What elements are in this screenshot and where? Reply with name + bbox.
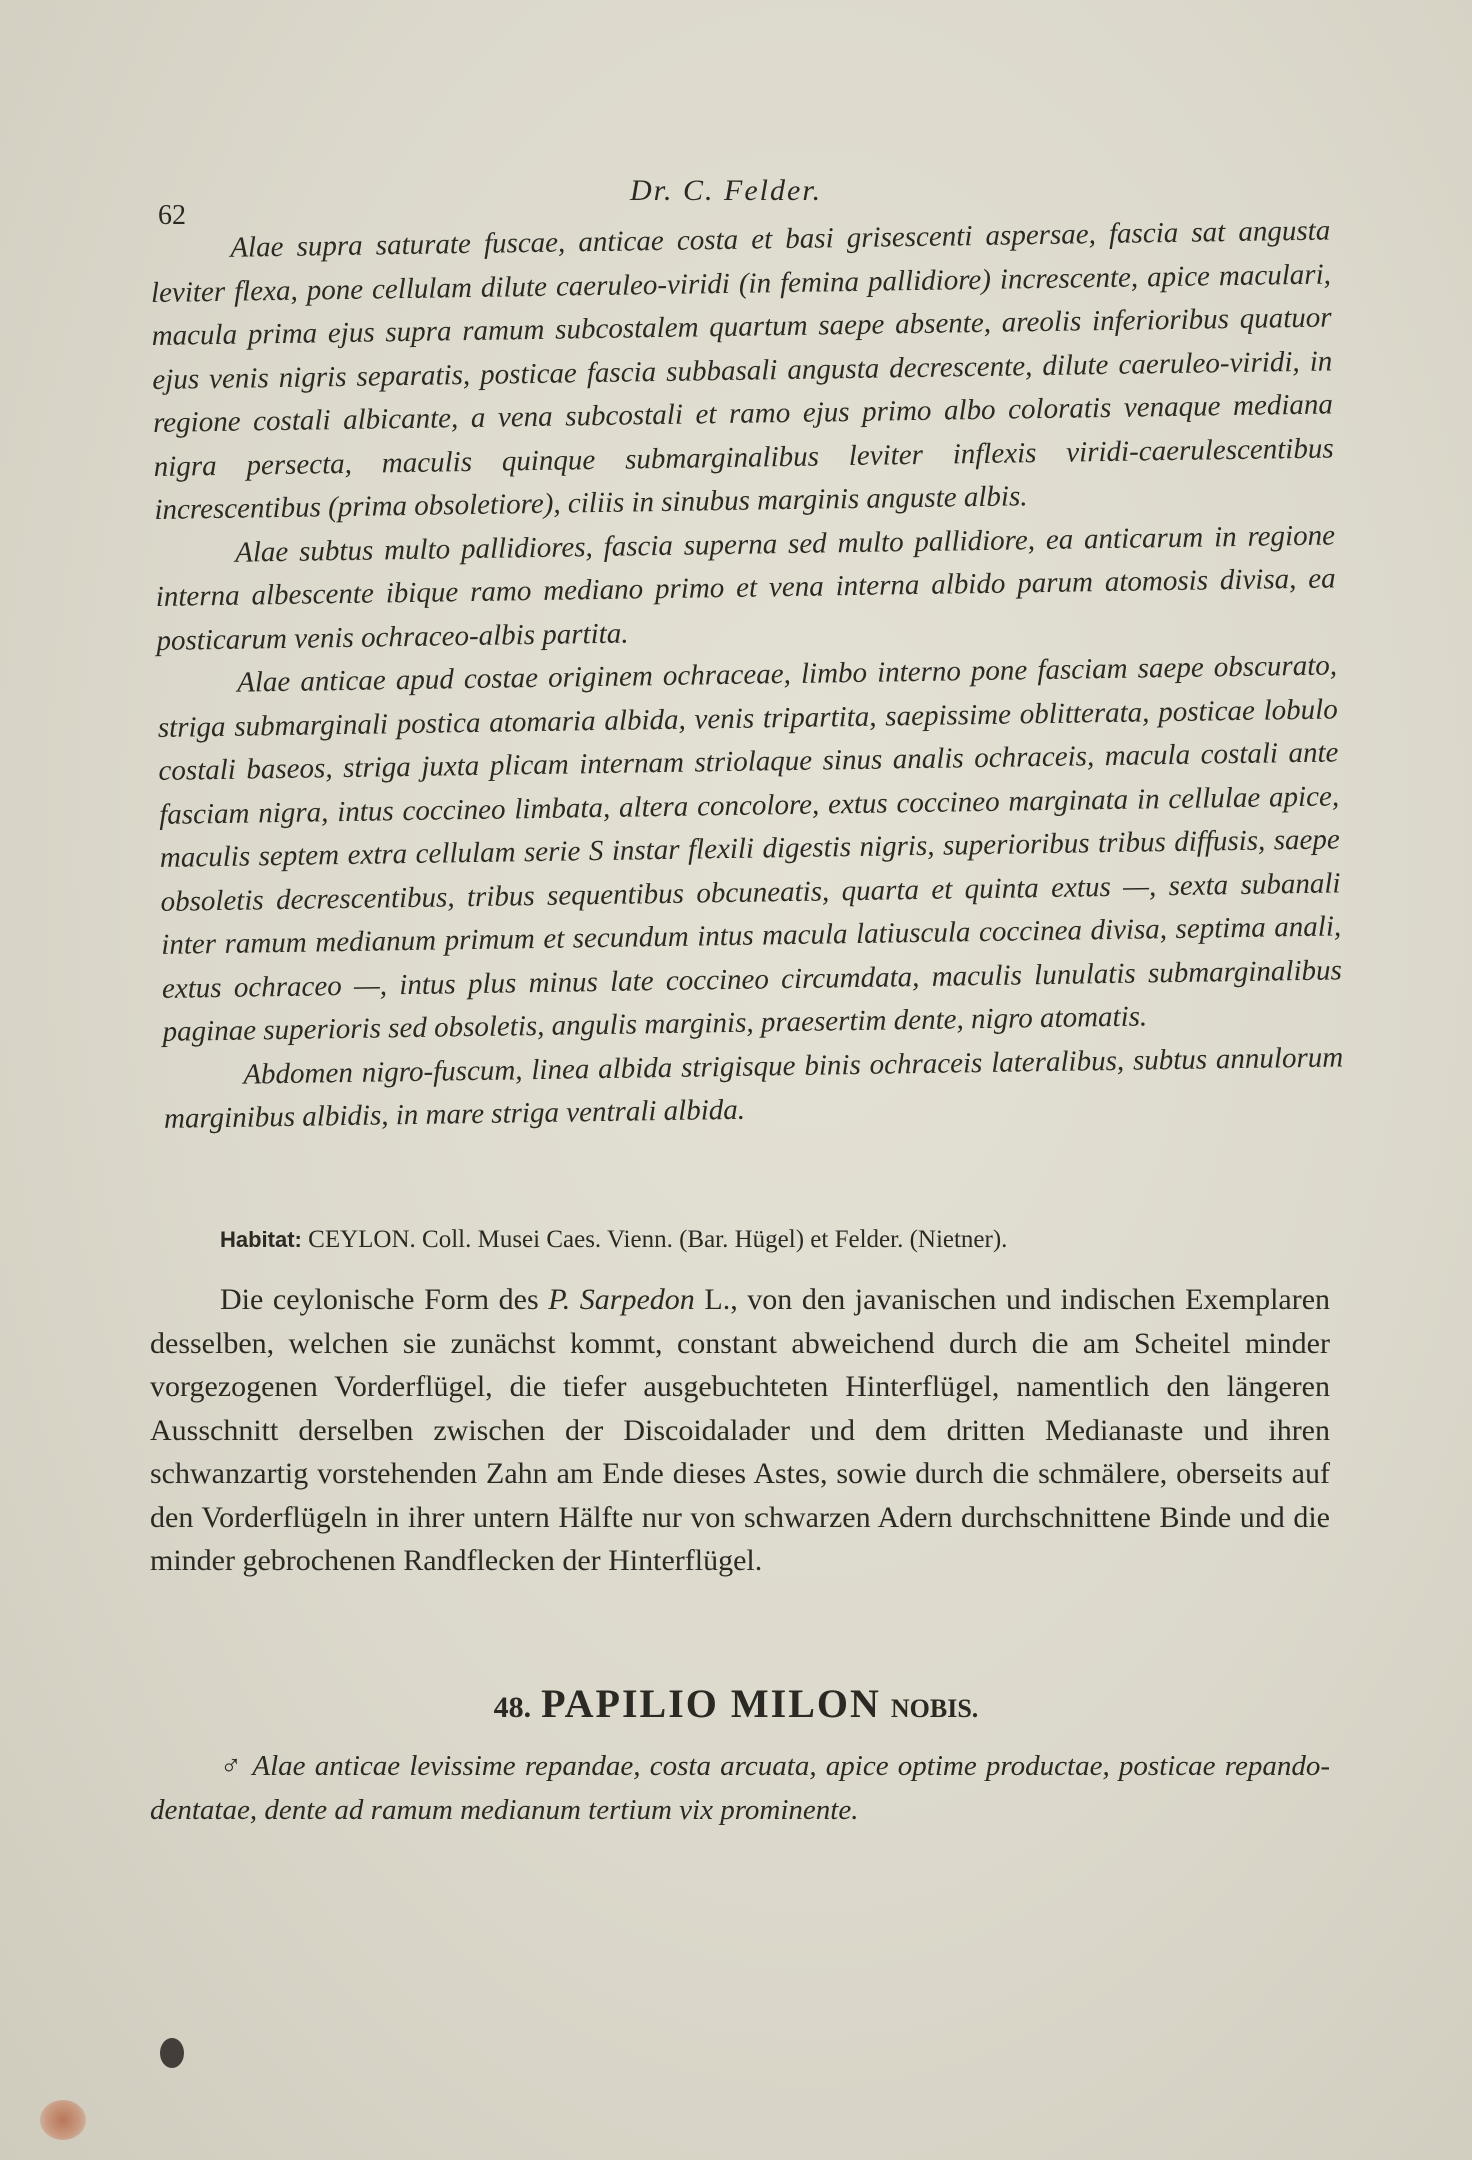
section-heading	[0, 1680, 1472, 1727]
german-text-start: Die ceylonische Form des	[220, 1283, 539, 1316]
latin-paragraph: Alae supra saturate fuscae, anticae costa et basi grisescenti aspersae, fascia sat angusta leviter flexa, pone cellulam dilute caeruleo-viridi (in femina pallidiore) increscente, apice maculari, macula prima ejus supra ramum subcostalem quartum saepe absente, areolis inferioribus quatuor ejus venis nigris separatis, posticae fascia subbasali angusta decrescente, dilute caeruleo-viridi, in regione costali albicante, a vena subcostali et ramo ejus primo albo coloratis venaque mediana nigra persecta, maculis quinque submarginalibus leviter inflexis viridi-caerulescentibus increscentibus (prima obsoletiore), ciliis in sinubus marginis anguste albis.	[150, 214, 1334, 526]
foxing-stain	[40, 2100, 86, 2140]
species-description: ♂ Alae anticae levissime repandae, costa arcuata, apice optime productae, posticae repando-dentatae, dente ad ramum medianum tertium vix prominente.	[150, 1750, 1330, 1826]
habitat-text: CEYLON. Coll. Musei Caes. Vienn. (Bar. Hügel) et Felder. (Nietner).	[308, 1226, 1008, 1253]
section-number: 48.	[493, 1691, 532, 1724]
habitat-line	[220, 1226, 1320, 1254]
latin-description	[150, 209, 1344, 1141]
latin-paragraph: Abdomen nigro-fuscum, linea albida strigisque binis ochraceis lateralibus, subtus annulorum marginibus albidis, in mare striga ventrali albida.	[163, 1040, 1344, 1135]
habitat-label: Habitat:	[220, 1227, 302, 1252]
section-author: NOBIS.	[890, 1694, 979, 1723]
german-paragraph	[150, 1278, 1330, 1583]
section-species: PAPILIO MILON	[541, 1681, 881, 1726]
species-name: P. Sarpedon	[548, 1283, 695, 1316]
latin-paragraph: Alae anticae apud costae originem ochraceae, limbo interno pone fasciam saepe obscurato, striga submarginali postica atomaria albida, venis tripartita, saepissime oblitterata, posticae lobulo costali baseos, striga juxta plicam internam striolaque sinus analis ochraceis, macula costali ante fasciam nigra, intus coccineo limbata, altera concolore, extus coccineo marginata in cellulae apice, maculis septem extra cellulam serie S instar flexili digestis nigris, superioribus tribus diffusis, saepe obsoletis decrescentibus, tribus sequentibus obcuneatis, quarta et quinta extus —, sexta subanali inter ramum medianum primum et secundum intus macula latiuscula coccinea divisa, septima anali, extus ochraceo —, intus plus minus late coccineo circumdata, maculis lunulatis submarginalibus paginae superioris sed obsoletis, angulis marginis, praesertim dente, nigro atomatis.	[157, 649, 1343, 1048]
latin-paragraph: Alae subtus multo pallidiores, fascia superna sed multo pallidiore, ea anticarum in regione interna albescente ibique ramo mediano primo et vena interna albido parum atomosis divisa, ea posticarum venis ochraceo-albis partita.	[155, 518, 1336, 657]
german-text-rest: L., von den javanischen und indischen Exemplaren desselben, welchen sie zunächst kommt, constant abweichend durch die am Scheitel minder vorgezogenen Vorderflügel, die tiefer ausgebuchteten Hinterflügel, namentlich den längeren Ausschnitt derselben zwischen der Discoidalader und dem dritten Medianaste und ihren schwanzartig vorstehenden Zahn am Ende dieses Astes, sowie durch die schmälere, oberseits auf den Vorderflügeln in ihrer untern Hälfte nur von schwarzen Adern durchschnittene Binde und die minder gebrochenen Randflecken der Hinterflügel.	[150, 1283, 1331, 1577]
running-head: Dr. C. Felder.	[630, 174, 823, 207]
ink-spot	[160, 2038, 184, 2068]
page-number: 62	[158, 200, 186, 231]
